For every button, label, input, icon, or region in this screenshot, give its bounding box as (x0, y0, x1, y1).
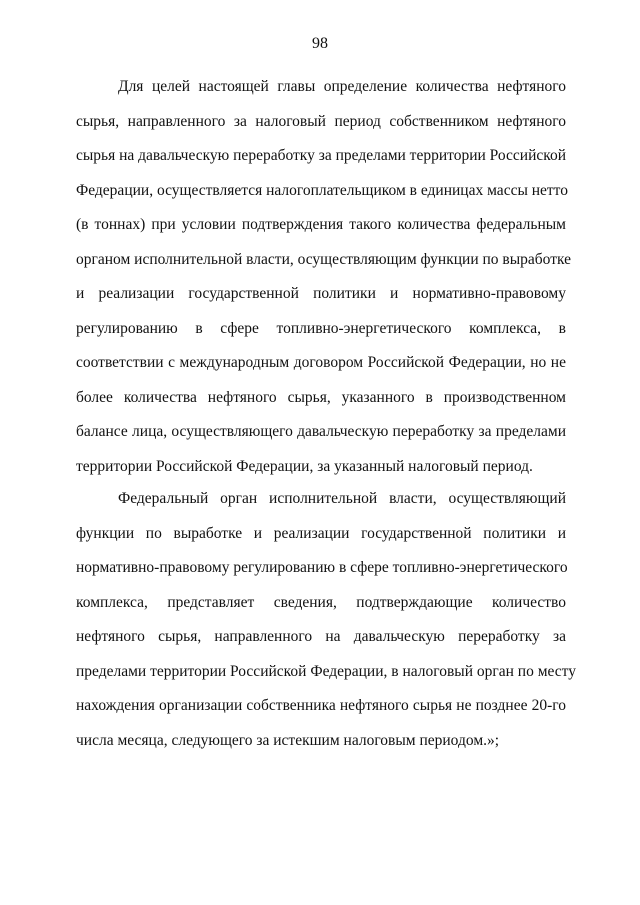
paragraph-line: нефтяного сырья, направленного на давальческую переработку за (76, 628, 566, 645)
page-number: 98 (312, 35, 328, 52)
paragraph-line: комплекса, представляет сведения, подтверждающие количество (76, 593, 566, 611)
paragraph-line: регулированию в сфере топливно-энергетического комплекса, в (76, 319, 566, 337)
paragraph-line: сырья на давальческую переработку за пределами территории Российской (76, 147, 567, 164)
paragraph-line: (в тоннах) при условии подтверждения такого количества федеральным (76, 216, 566, 233)
paragraph-line: органом исполнительной власти, осуществляющим функции по выработке (76, 250, 572, 268)
paragraph-line: пределами территории Российской Федерации, в налоговый орган по месту (76, 662, 576, 680)
paragraph-line: нахождения организации собственника нефтяного сырья не позднее 20-го (76, 697, 566, 714)
paragraph-line: Для целей настоящей главы определение количества нефтяного (118, 78, 566, 95)
paragraph-line: функции по выработке и реализации государственной политики и (76, 524, 566, 542)
paragraph-line: соответствии с международным договором Российской Федерации, но не (76, 354, 566, 371)
paragraph-line: нормативно-правовому регулированию в сфере топливно-энергетического (76, 559, 568, 576)
paragraph-line: сырья, направленного за налоговый период собственником нефтяного (76, 112, 566, 130)
paragraph-line: балансе лица, осуществляющего давальческую переработку за пределами (76, 423, 566, 440)
paragraph-2 (76, 482, 576, 758)
paragraph-line: Федеральный орган исполнительной власти, осуществляющий (118, 490, 566, 507)
paragraph-line: и реализации государственной политики и нормативно-правовому (76, 285, 566, 302)
paragraph-line: Федерации, осуществляется налогоплательщиком в единицах массы нетто (76, 181, 569, 199)
paragraph-line: территории Российской Федерации, за указанный налоговый период. (76, 457, 533, 475)
paragraph-line: более количества нефтяного сырья, указанного в производственном (76, 388, 566, 406)
paragraph-1 (76, 70, 572, 484)
paragraph-line: числа месяца, следующего за истекшим налоговым периодом.»; (76, 731, 500, 749)
